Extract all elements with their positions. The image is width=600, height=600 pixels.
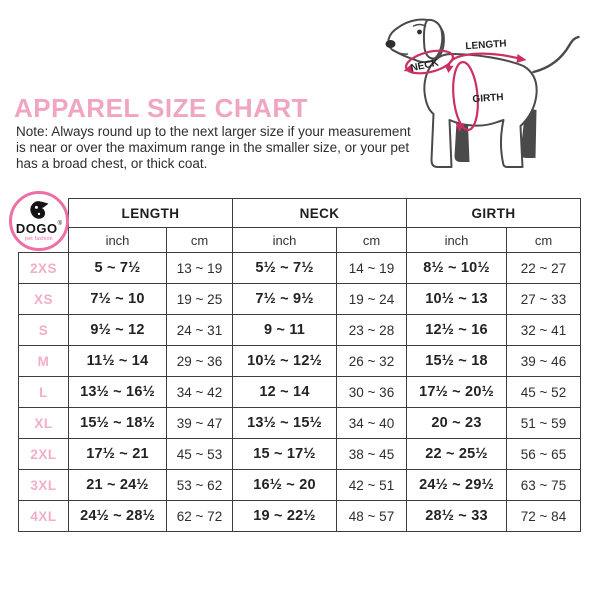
length-cm-value: 19 ~ 25 bbox=[167, 284, 233, 315]
girth-inch-value: 17½ ~ 20½ bbox=[407, 377, 507, 408]
table-row bbox=[19, 439, 581, 470]
size-label: M bbox=[19, 346, 69, 377]
note-line: has a broad chest, or thick coat. bbox=[16, 156, 208, 171]
neck-cm-value: 19 ~ 24 bbox=[337, 284, 407, 315]
neck-cm-value: 26 ~ 32 bbox=[337, 346, 407, 377]
neck-inch-value: 19 ~ 22½ bbox=[233, 501, 337, 532]
neck-inch-value: 7½ ~ 9½ bbox=[233, 284, 337, 315]
table-row bbox=[19, 315, 581, 346]
table-row bbox=[19, 284, 581, 315]
page-title: APPAREL SIZE CHART bbox=[14, 93, 309, 123]
girth-cm-value: 27 ~ 33 bbox=[507, 284, 581, 315]
length-cm-value: 29 ~ 36 bbox=[167, 346, 233, 377]
size-label: S bbox=[19, 315, 69, 346]
table-row bbox=[19, 346, 581, 377]
registered-mark: ® bbox=[57, 221, 63, 227]
length-inch-value: 7½ ~ 10 bbox=[69, 284, 167, 315]
girth-cm-value: 32 ~ 41 bbox=[507, 315, 581, 346]
table-row bbox=[19, 408, 581, 439]
length-inch-value: 21 ~ 24½ bbox=[69, 470, 167, 501]
length-cm-value: 53 ~ 62 bbox=[167, 470, 233, 501]
girth-cm-value: 39 ~ 46 bbox=[507, 346, 581, 377]
size-label: XS bbox=[19, 284, 69, 315]
neck-cm-value: 38 ~ 45 bbox=[337, 439, 407, 470]
diagram-label-length: LENGTH bbox=[465, 38, 507, 53]
logo-brand-text: DOGO bbox=[15, 221, 58, 236]
table-header-row bbox=[19, 199, 581, 228]
table-row bbox=[19, 253, 581, 284]
neck-inch-value: 12 ~ 14 bbox=[233, 377, 337, 408]
dog-measurement-diagram bbox=[372, 10, 590, 178]
girth-cm-value: 63 ~ 75 bbox=[507, 470, 581, 501]
unit-label-inch: inch bbox=[233, 228, 337, 253]
unit-label-inch: inch bbox=[407, 228, 507, 253]
length-inch-value: 13½ ~ 16½ bbox=[69, 377, 167, 408]
brand-logo bbox=[9, 191, 69, 251]
neck-inch-value: 13½ ~ 15½ bbox=[233, 408, 337, 439]
table-row bbox=[19, 470, 581, 501]
girth-cm-value: 56 ~ 65 bbox=[507, 439, 581, 470]
length-cm-value: 13 ~ 19 bbox=[167, 253, 233, 284]
diagram-label-neck: NECK bbox=[409, 57, 440, 75]
note-line: Note: Always round up to the next larger size if your measurement bbox=[16, 124, 411, 139]
column-header-length: LENGTH bbox=[69, 199, 233, 228]
length-inch-value: 15½ ~ 18½ bbox=[69, 408, 167, 439]
neck-cm-value: 30 ~ 36 bbox=[337, 377, 407, 408]
size-label: 3XL bbox=[19, 470, 69, 501]
girth-cm-value: 45 ~ 52 bbox=[507, 377, 581, 408]
logo-tagline: pet fashion bbox=[25, 236, 53, 242]
length-inch-value: 24½ ~ 28½ bbox=[69, 501, 167, 532]
column-header-girth: GIRTH bbox=[407, 199, 581, 228]
girth-inch-value: 22 ~ 25½ bbox=[407, 439, 507, 470]
neck-cm-value: 48 ~ 57 bbox=[337, 501, 407, 532]
size-label: XL bbox=[19, 408, 69, 439]
girth-inch-value: 10½ ~ 13 bbox=[407, 284, 507, 315]
unit-label-cm: cm bbox=[337, 228, 407, 253]
girth-inch-value: 28½ ~ 33 bbox=[407, 501, 507, 532]
neck-cm-value: 23 ~ 28 bbox=[337, 315, 407, 346]
unit-header-row bbox=[19, 228, 581, 253]
length-inch-value: 5 ~ 7½ bbox=[69, 253, 167, 284]
length-cm-value: 24 ~ 31 bbox=[167, 315, 233, 346]
size-label: 4XL bbox=[19, 501, 69, 532]
size-label: 2XL bbox=[19, 439, 69, 470]
neck-inch-value: 16½ ~ 20 bbox=[233, 470, 337, 501]
girth-inch-value: 20 ~ 23 bbox=[407, 408, 507, 439]
table-row bbox=[19, 501, 581, 532]
girth-cm-value: 22 ~ 27 bbox=[507, 253, 581, 284]
neck-inch-value: 5½ ~ 7½ bbox=[233, 253, 337, 284]
length-inch-value: 17½ ~ 21 bbox=[69, 439, 167, 470]
length-cm-value: 45 ~ 53 bbox=[167, 439, 233, 470]
size-chart-table bbox=[15, 198, 581, 532]
length-cm-value: 39 ~ 47 bbox=[167, 408, 233, 439]
girth-cm-value: 72 ~ 84 bbox=[507, 501, 581, 532]
unit-label-inch: inch bbox=[69, 228, 167, 253]
neck-cm-value: 14 ~ 19 bbox=[337, 253, 407, 284]
girth-cm-value: 51 ~ 59 bbox=[507, 408, 581, 439]
table-row bbox=[19, 377, 581, 408]
unit-label-cm: cm bbox=[167, 228, 233, 253]
length-inch-value: 9½ ~ 12 bbox=[69, 315, 167, 346]
note-line: is near or over the maximum range in the smaller size, or your pet bbox=[16, 140, 410, 155]
girth-inch-value: 12½ ~ 16 bbox=[407, 315, 507, 346]
girth-inch-value: 15½ ~ 18 bbox=[407, 346, 507, 377]
neck-cm-value: 34 ~ 40 bbox=[337, 408, 407, 439]
length-cm-value: 62 ~ 72 bbox=[167, 501, 233, 532]
column-header-neck: NECK bbox=[233, 199, 407, 228]
girth-inch-value: 8½ ~ 10½ bbox=[407, 253, 507, 284]
length-cm-value: 34 ~ 42 bbox=[167, 377, 233, 408]
size-label: L bbox=[19, 377, 69, 408]
length-inch-value: 11½ ~ 14 bbox=[69, 346, 167, 377]
diagram-label-girth: GIRTH bbox=[472, 91, 504, 106]
neck-inch-value: 10½ ~ 12½ bbox=[233, 346, 337, 377]
unit-label-cm: cm bbox=[507, 228, 581, 253]
neck-cm-value: 42 ~ 51 bbox=[337, 470, 407, 501]
dog-head-logo-icon bbox=[27, 200, 51, 222]
neck-inch-value: 9 ~ 11 bbox=[233, 315, 337, 346]
neck-inch-value: 15 ~ 17½ bbox=[233, 439, 337, 470]
note-text bbox=[16, 124, 411, 172]
girth-inch-value: 24½ ~ 29½ bbox=[407, 470, 507, 501]
size-label: 2XS bbox=[19, 253, 69, 284]
